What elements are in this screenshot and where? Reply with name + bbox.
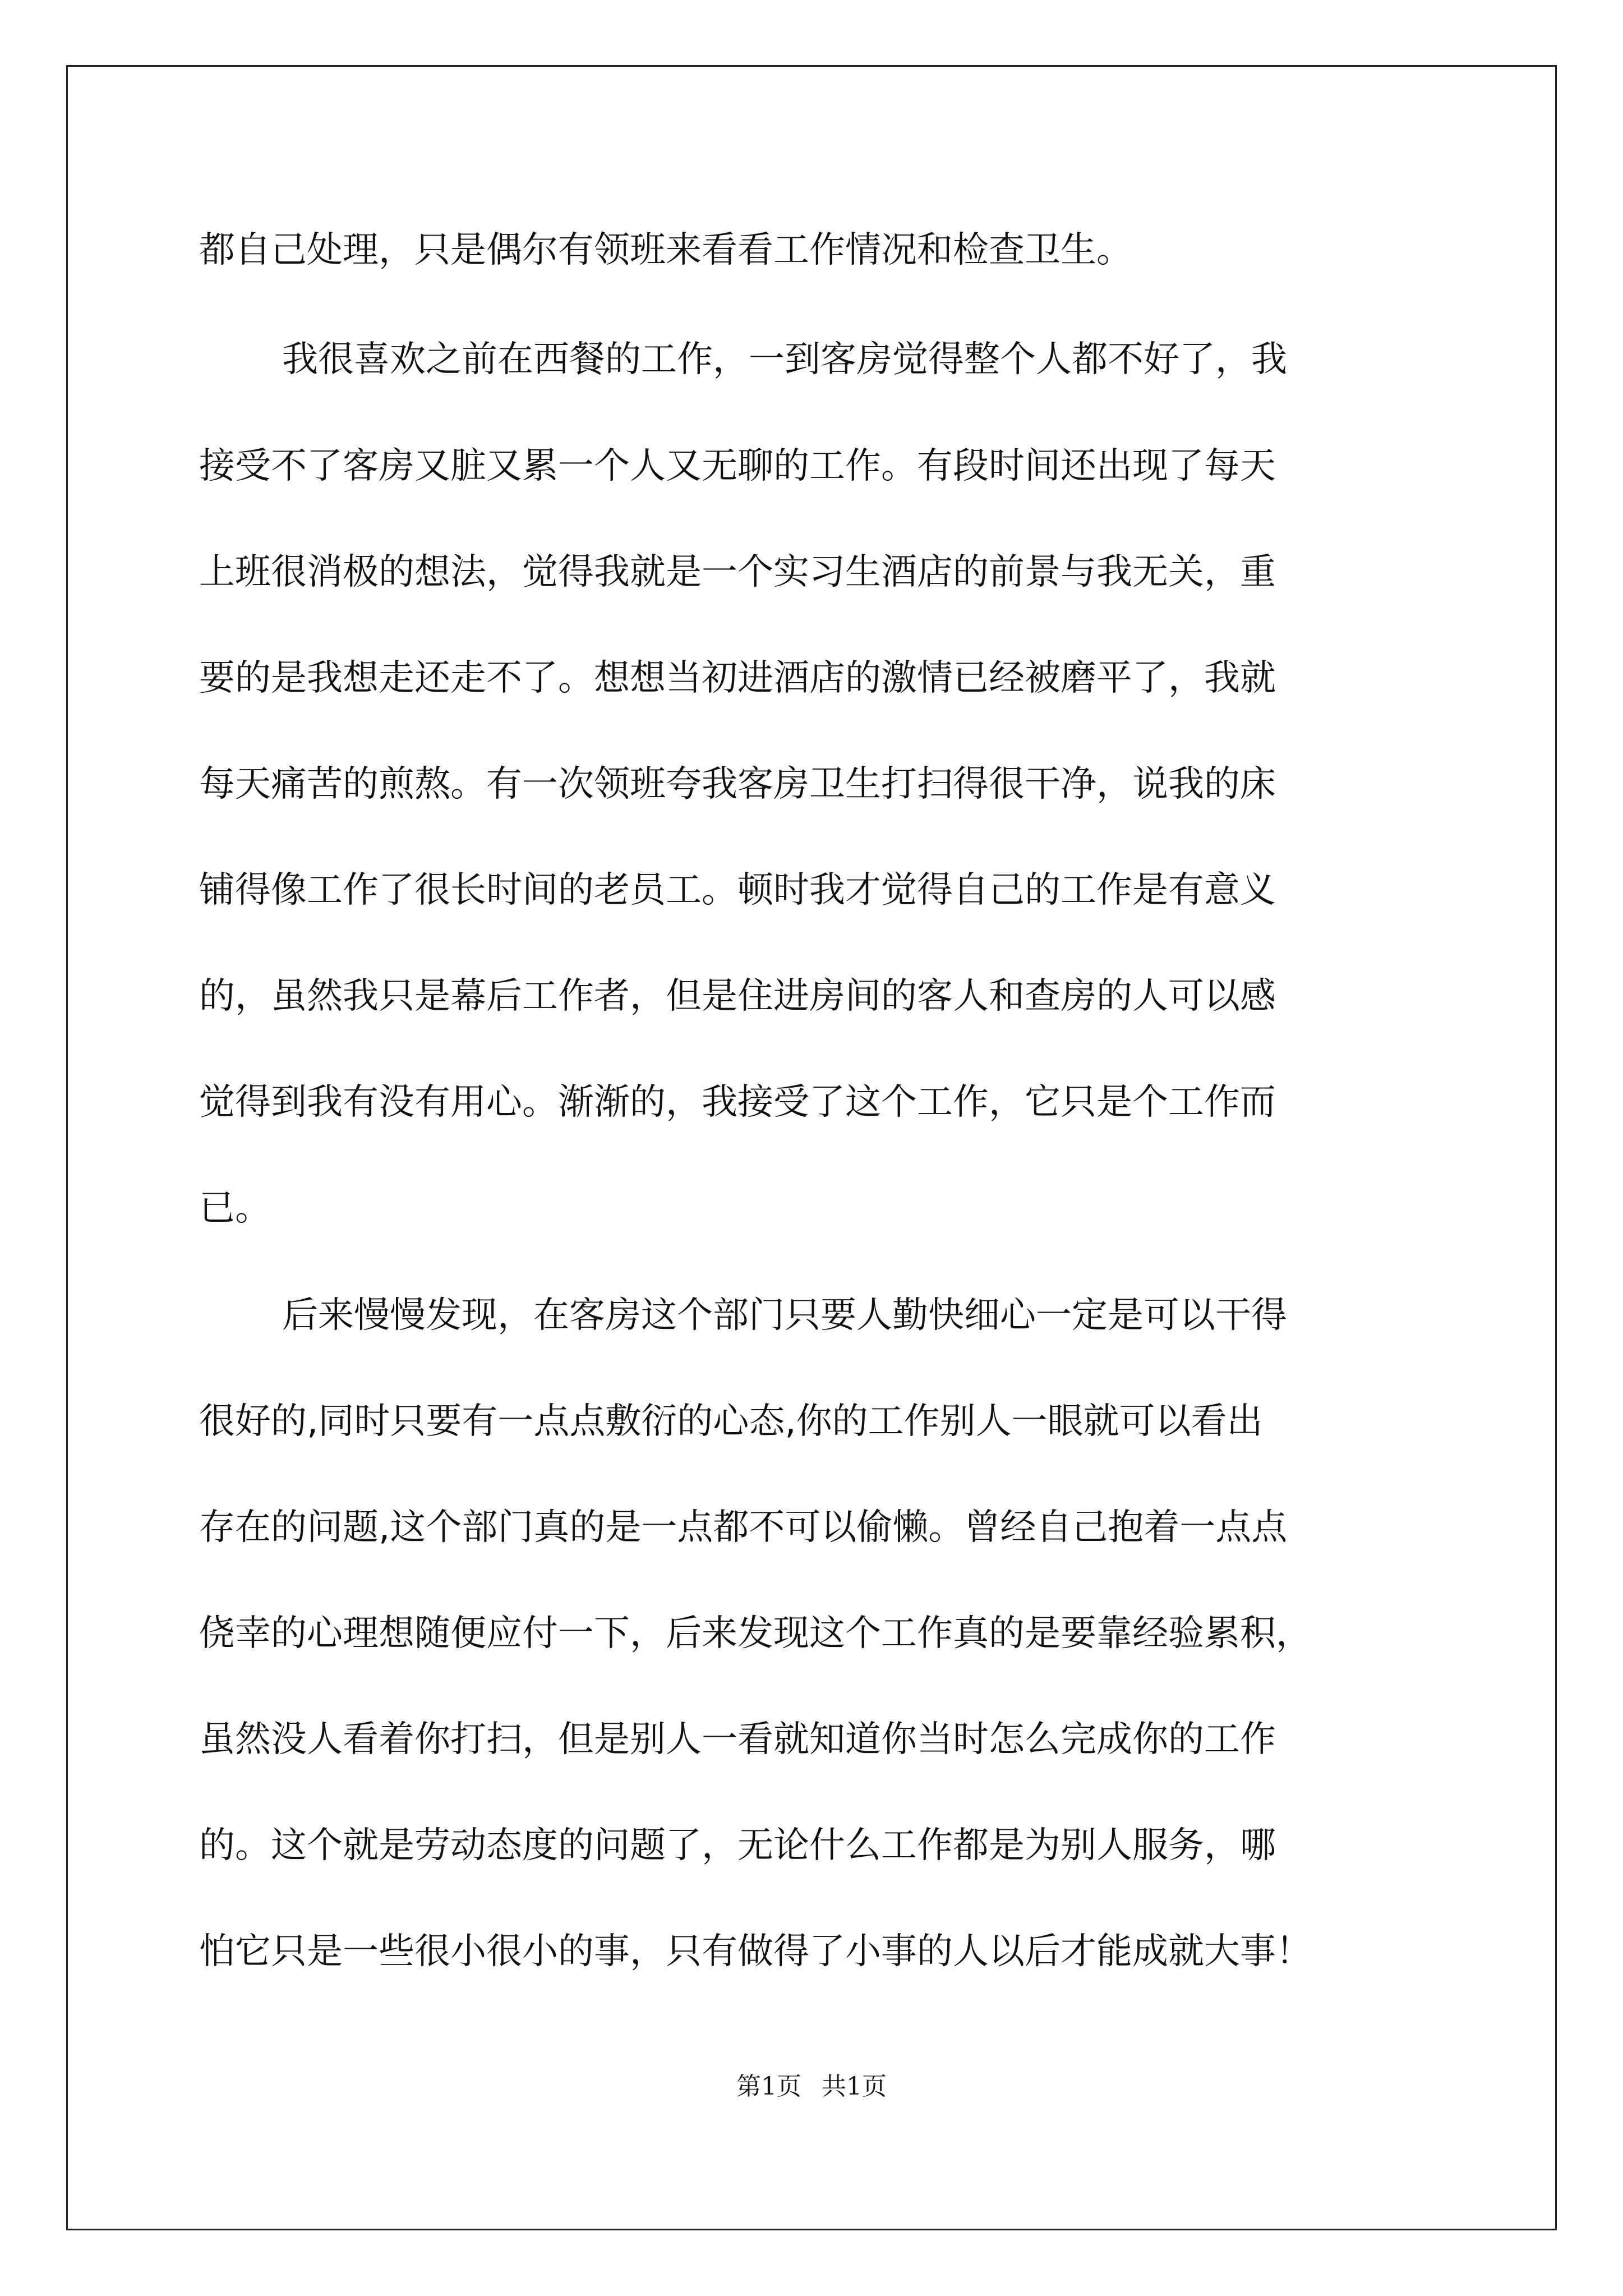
text-line: 铺得像工作了很长时间的老员工。顿时我才觉得自己的工作是有意义 — [199, 869, 1276, 911]
text-line: 都自己处理，只是偶尔有领班来看看工作情况和检查卫生。 — [199, 229, 1132, 271]
text-line: 很好的,同时只要有一点点敷衍的心态,你的工作别人一眼就可以看出 — [199, 1401, 1263, 1442]
text-line: 已。 — [199, 1188, 271, 1229]
text-line: 的，虽然我只是幕后工作者，但是住进房间的客人和查房的人可以感 — [199, 976, 1276, 1017]
text-line: 每天痛苦的煎熬。有一次领班夸我客房卫生打扫得很干净，说我的床 — [199, 763, 1276, 805]
text-line: 的。这个就是劳动态度的问题了，无论什么工作都是为别人服务，哪 — [199, 1825, 1276, 1866]
paragraph-first-line: 后来慢慢发现，在客房这个部门只要人勤快细心一定是可以干得 — [282, 1295, 1287, 1336]
text-line: 存在的问题,这个部门真的是一点都不可以偷懒。曾经自己抱着一点点 — [199, 1507, 1288, 1548]
text-line: 上班很消极的想法，觉得我就是一个实习生酒店的前景与我无关，重 — [199, 551, 1276, 593]
page-number: 第1页 — [736, 2072, 801, 2101]
text-line: 接受不了客房又脏又累一个人又无聊的工作。有段时间还出现了每天 — [199, 445, 1276, 487]
page-footer — [0, 2070, 1623, 2104]
text-line: 虽然没人看着你打扫，但是别人一看就知道你当时怎么完成你的工作 — [199, 1719, 1276, 1760]
page-total: 共1页 — [822, 2072, 887, 2101]
text-line: 怕它只是一些很小很小的事，只有做得了小事的人以后才能成就大事！ — [199, 1931, 1312, 1972]
paragraph-first-line: 我很喜欢之前在西餐的工作，一到客房觉得整个人都不好了，我 — [282, 339, 1287, 380]
text-line: 觉得到我有没有用心。渐渐的，我接受了这个工作，它只是个工作而 — [199, 1082, 1276, 1123]
text-line: 要的是我想走还走不了。想想当初进酒店的激情已经被磨平了，我就 — [199, 657, 1276, 699]
text-line: 侥幸的心理想随便应付一下，后来发现这个工作真的是要靠经验累积， — [199, 1613, 1312, 1654]
